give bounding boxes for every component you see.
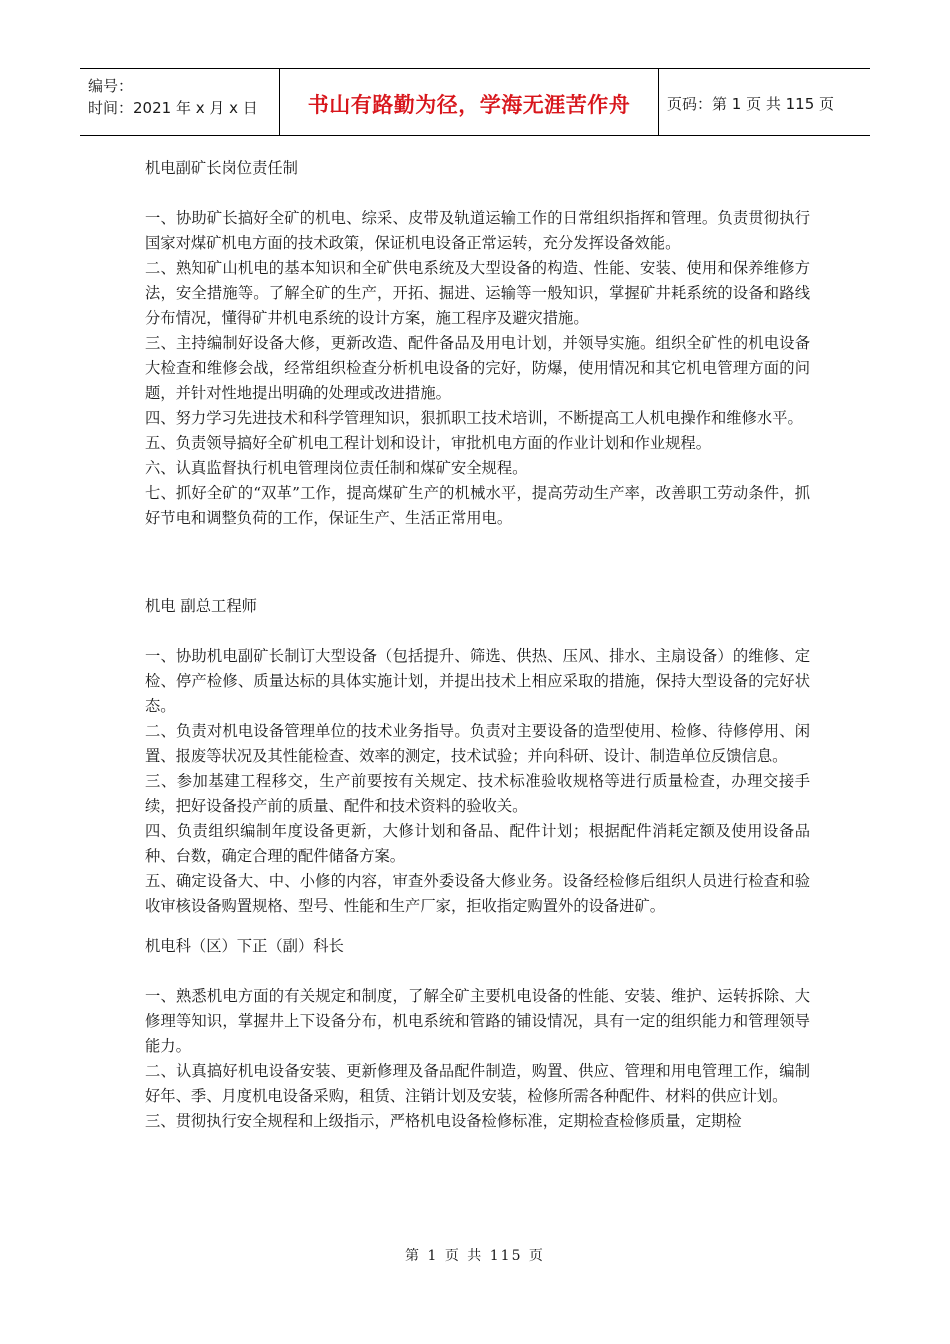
paragraph: 一、熟悉机电方面的有关规定和制度，了解全矿主要机电设备的性能、安装、维护、运转拆除、大修理等知识，掌握井上下设备分布，机电系统和管路的铺设情况，具有一定的组织能力和管理领导能力。 bbox=[145, 987, 810, 1055]
paragraph: 四、努力学习先进技术和科学管理知识，狠抓职工技术培训，不断提高工人机电操作和维修水平。 bbox=[145, 409, 803, 427]
header-motto: 书山有路勤为径，学海无涯苦作舟 bbox=[307, 93, 631, 117]
document-date-label: 时间：2021 年 x 月 x 日 bbox=[88, 99, 258, 117]
paragraph: 五、确定设备大、中、小修的内容，审查外委设备大修业务。设备经检修后组织人员进行检查和验收审核设备购置规格、型号、性能和生产厂家，拒收指定购置外的设备进矿。 bbox=[145, 872, 810, 915]
header-page-label: 页码：第 1 页 共 115 页 bbox=[667, 94, 835, 113]
header-motto-cell bbox=[279, 69, 659, 135]
paragraph: 二、负责对机电设备管理单位的技术业务指导。负责对主要设备的造型使用、检修、待修停用、闲置、报废等状况及其性能检查、效率的测定，技术试验；并向科研、设计、制造单位反馈信息。 bbox=[145, 722, 810, 765]
section-title: 机电副矿长岗位责任制 bbox=[145, 159, 298, 177]
paragraph: 二、认真搞好机电设备安装、更新修理及备品配件制造，购置、供应、管理和用电管理工作，编制好年、季、月度机电设备采购，租赁、注销计划及安装，检修所需各种配件、材料的供应计划。 bbox=[145, 1062, 810, 1105]
paragraph: 五、负责领导搞好全矿机电工程计划和设计，审批机电方面的作业计划和作业规程。 bbox=[145, 434, 711, 452]
document-header bbox=[80, 68, 870, 136]
paragraph: 三、参加基建工程移交，生产前要按有关规定、技术标准验收规格等进行质量检查，办理交接手续，把好设备投产前的质量、配件和技术资料的验收关。 bbox=[145, 772, 810, 815]
section-title: 机电 副总工程师 bbox=[145, 597, 257, 615]
paragraph: 四、负责组织编制年度设备更新，大修计划和备品、配件计划；根据配件消耗定额及使用设备品种、台数，确定合理的配件储备方案。 bbox=[145, 822, 810, 865]
header-meta bbox=[80, 69, 279, 135]
paragraph: 七、抓好全矿的“双革”工作，提高煤矿生产的机械水平，提高劳动生产率，改善职工劳动条件，抓好节电和调整负荷的工作，保证生产、生活正常用电。 bbox=[145, 484, 810, 527]
section-title: 机电科（区）下正（副）科长 bbox=[145, 937, 344, 955]
paragraph: 三、主持编制好设备大修，更新改造、配件备品及用电计划，并领导实施。组织全矿性的机电设备大检查和维修会战，经常组织检查分析机电设备的完好，防爆，使用情况和其它机电管理方面的问题，并针对性地提出明确的处理或改进措施。 bbox=[145, 334, 810, 402]
paragraph: 六、认真监督执行机电管理岗位责任制和煤矿安全规程。 bbox=[145, 459, 528, 477]
page-footer: 第 1 页 共 115 页 bbox=[405, 1248, 545, 1264]
document-number-label: 编号： bbox=[88, 77, 134, 95]
paragraph: 三、贯彻执行安全规程和上级指示，严格机电设备检修标准，定期检查检修质量，定期检 bbox=[145, 1112, 742, 1130]
paragraph: 二、熟知矿山机电的基本知识和全矿供电系统及大型设备的构造、性能、安装、使用和保养维修方法，安全措施等。了解全矿的生产，开拓、掘进、运输等一般知识，掌握矿井耗系统的设备和路线分布情况，懂得矿井机电系统的设计方案，施工程序及避灾措施。 bbox=[145, 259, 810, 327]
paragraph: 一、协助矿长搞好全矿的机电、综采、皮带及轨道运输工作的日常组织指挥和管理。负责贯彻执行国家对煤矿机电方面的技术政策，保证机电设备正常运转，充分发挥设备效能。 bbox=[145, 209, 810, 252]
paragraph: 一、协助机电副矿长制订大型设备（包括提升、筛选、供热、压风、排水、主扇设备）的维修、定检、停产检修、质量达标的具体实施计划，并提出技术上相应采取的措施，保持大型设备的完好状态。 bbox=[145, 647, 810, 715]
header-page-cell bbox=[659, 71, 870, 135]
document-body bbox=[145, 156, 810, 1134]
